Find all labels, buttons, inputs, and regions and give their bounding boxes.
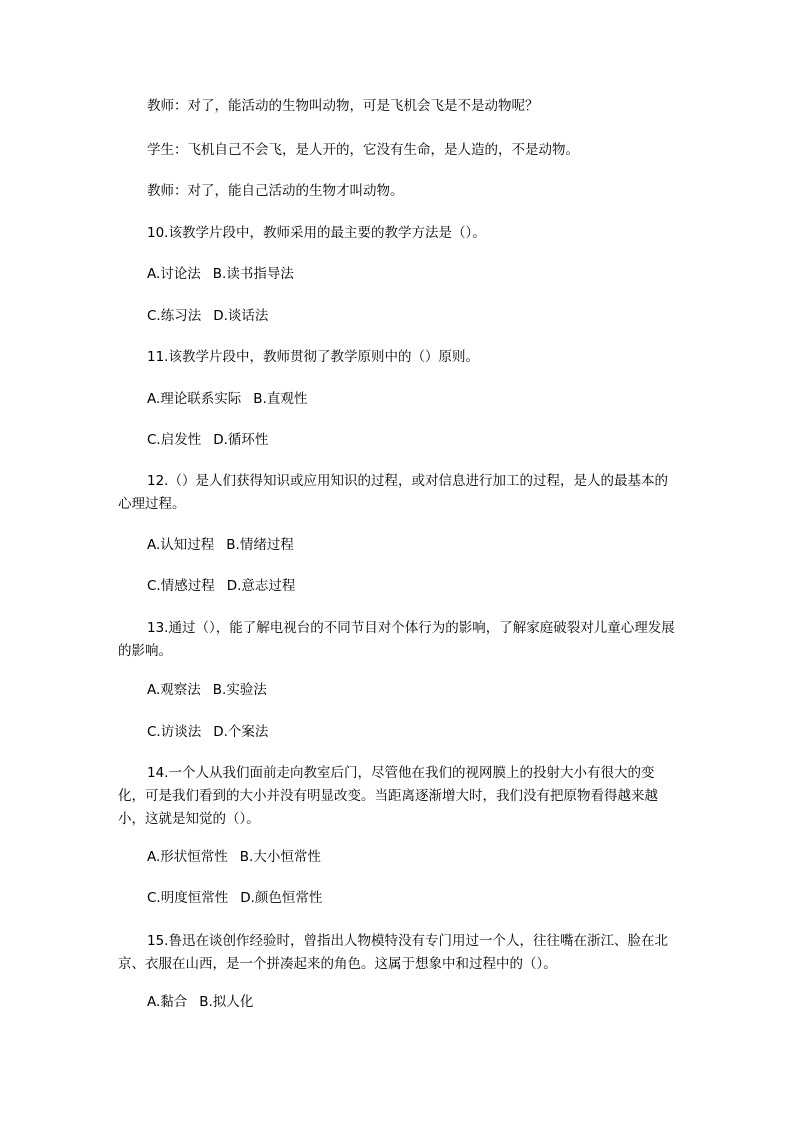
option-row xyxy=(147,577,295,595)
option-row xyxy=(147,993,253,1011)
option-row xyxy=(147,307,268,325)
question-stem: 14.一个人从我们面前走向教室后门，尽管他在我们的视网膜上的投射大小有很大的变化，可是我们看到的大小并没有明显改变。当距离逐渐增大时，我们没有把原物看得越来越小，这就是知觉的（）。 xyxy=(118,765,658,827)
option: B.拟人化 xyxy=(199,994,254,1010)
option-row xyxy=(147,265,294,283)
option: D.循环性 xyxy=(213,432,269,448)
dialogue-line: 教师：对了，能自己活动的生物才叫动物。 xyxy=(147,183,404,199)
option: A.观察法 xyxy=(147,682,201,698)
question-stem: 10.该教学片段中，教师采用的最主要的教学方法是（）。 xyxy=(147,225,486,241)
option: A.认知过程 xyxy=(147,537,215,553)
option-row xyxy=(147,390,307,408)
option: C.练习法 xyxy=(147,308,202,324)
option-row xyxy=(147,889,322,907)
option-row xyxy=(147,681,267,699)
question-stem: 15.鲁迅在谈创作经验时，曾指出人物模特没有专门用过一个人，往往嘴在浙江、脸在北京、衣服在山西，是一个拼凑起来的角色。这属于想象中和过程中的（）。 xyxy=(118,933,668,972)
question-stem: 13.通过（），能了解电视台的不同节目对个体行为的影响，了解家庭破裂对儿童心理发展的影响。 xyxy=(118,620,675,659)
question-stem: 11.该教学片段中，教师贯彻了教学原则中的（）原则。 xyxy=(147,349,479,365)
option-row xyxy=(147,536,294,554)
dialogue-line: 学生：飞机自己不会飞，是人开的，它没有生命，是人造的，不是动物。 xyxy=(147,142,579,158)
option-row xyxy=(147,431,268,449)
option-row xyxy=(147,723,268,741)
option-row xyxy=(147,848,321,866)
option: D.颜色恒常性 xyxy=(240,890,323,906)
option: B.直观性 xyxy=(253,391,308,407)
option: D.谈话法 xyxy=(213,308,269,324)
option: A.黏合 xyxy=(147,994,188,1010)
option: A.理论联系实际 xyxy=(147,391,242,407)
option: C.明度恒常性 xyxy=(147,890,229,906)
option: B.实验法 xyxy=(212,682,267,698)
option: C.访谈法 xyxy=(147,724,202,740)
dialogue-line: 教师：对了，能活动的生物叫动物，可是飞机会飞是不是动物呢？ xyxy=(147,98,539,114)
option: C.启发性 xyxy=(147,432,202,448)
option: A.形状恒常性 xyxy=(147,849,228,865)
option: D.意志过程 xyxy=(226,578,296,594)
question-stem: 12.（）是人们获得知识或应用知识的过程，或对信息进行加工的过程，是人的最基本的心理过程。 xyxy=(118,473,668,512)
option: A.讨论法 xyxy=(147,266,201,282)
option: B.情绪过程 xyxy=(226,537,294,553)
option: B.读书指导法 xyxy=(212,266,294,282)
option: B.大小恒常性 xyxy=(239,849,321,865)
option: C.情感过程 xyxy=(147,578,215,594)
option: D.个案法 xyxy=(213,724,269,740)
